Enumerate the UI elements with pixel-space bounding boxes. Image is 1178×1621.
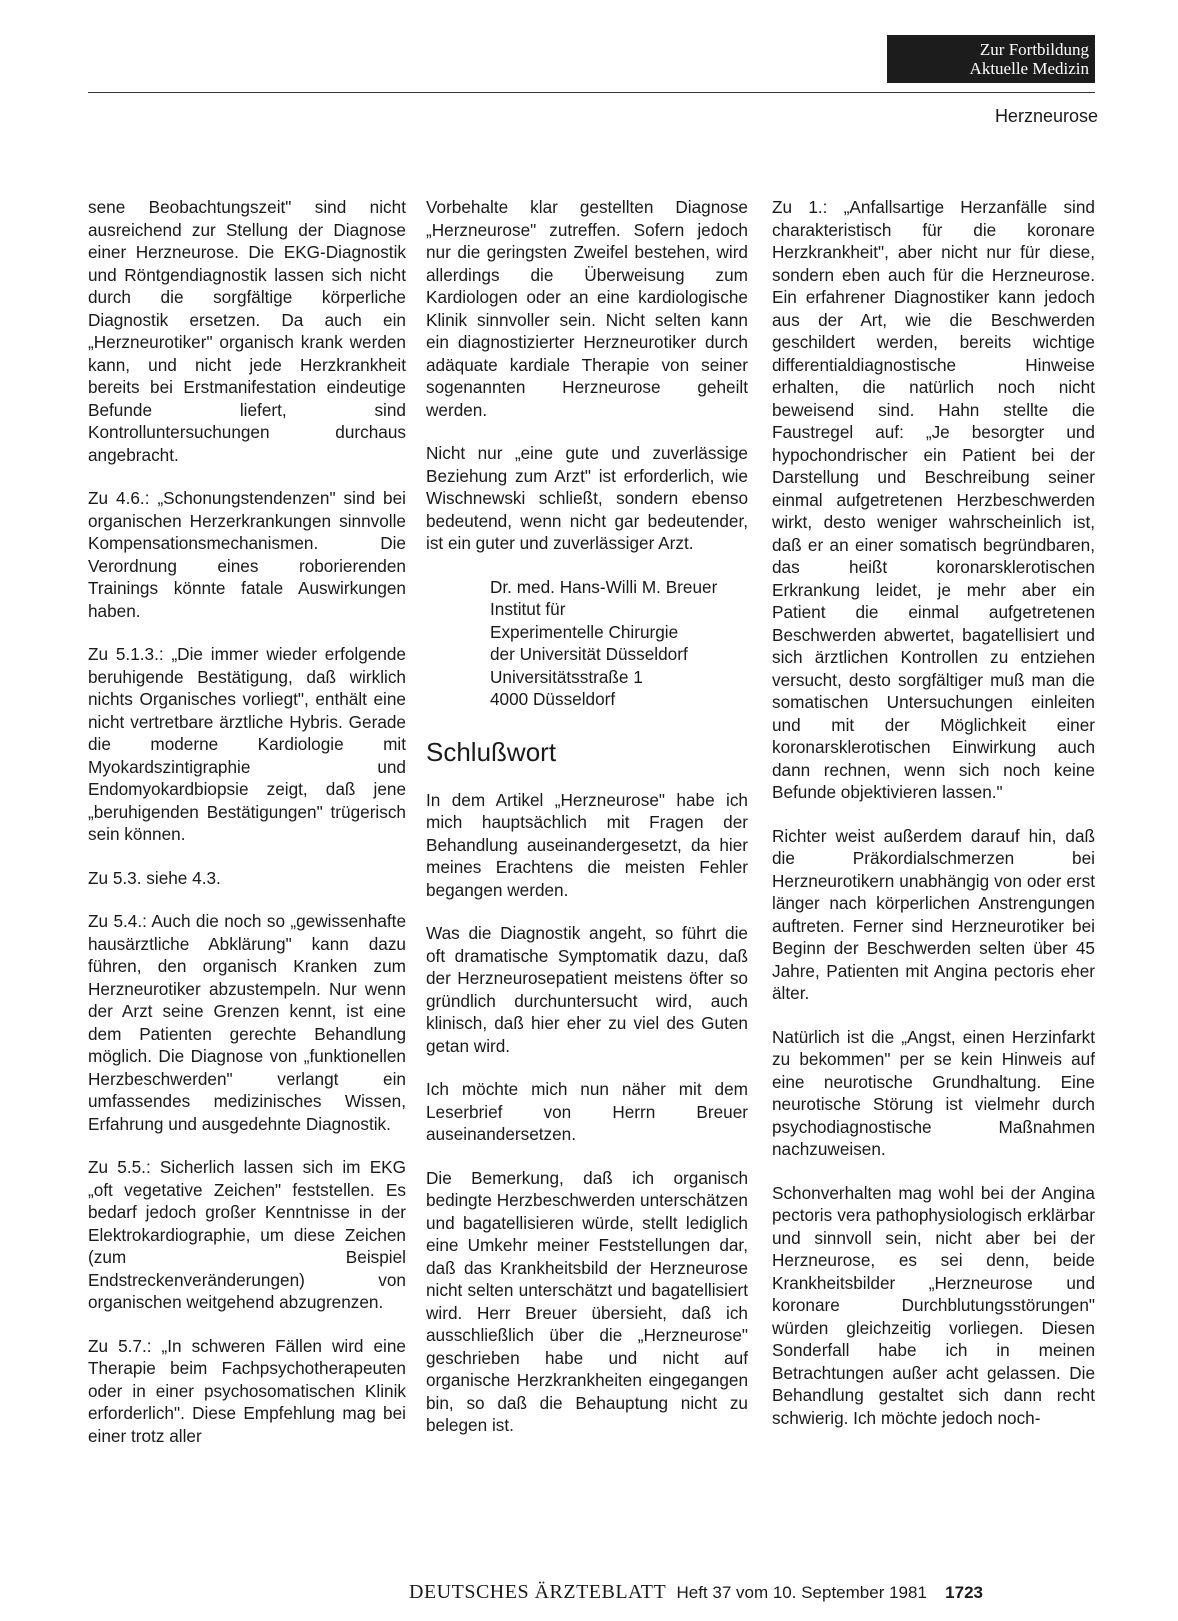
address-line: Experimentelle Chirurgie (490, 621, 679, 642)
page-number: 1723 (945, 1583, 983, 1602)
journal-name: DEUTSCHES ÄRZTEBLATT (409, 1581, 667, 1603)
paragraph: Zu 5.5.: Sicherlich lassen sich im EKG „oft vegetative Zeichen" feststellen. Es bedarf jedoch großer Kenntnisse in der Elektrokardiographie, um diese Zeichen (zum Beispiel Endstreckenveränderungen) von organischen weitgehend abzugrenzen. (88, 1157, 406, 1312)
paragraph: Was die Diagnostik angeht, so führt die oft dramatische Symptomatik dazu, daß der Herzneurosepatient meistens öfter so gründlich durchuntersucht wird, auch klinisch, daß hier eher zu viel des Guten getan wird. (426, 923, 748, 1056)
paragraph: Zu 1.: „Anfallsartige Herzanfälle sind charakteristisch für die koronare Herzkrankheit", aber nicht nur für diese, sondern eben auch für die Herzneurose. Ein erfahrener Diagnostiker kann jedoch aus der Art, wie die Beschwerden geschildert werden, bereits wichtige differentialdiagnostische Hinweise erhalten, die natürlich noch nicht beweisend sind. Hahn stellte die Faustregel auf: „Je besorgter und hypochondrischer ein Patient bei der Darstellung und Beschreibung seiner einmal aufgetretenen Herzbeschwerden wirkt, desto weniger wahrscheinlich ist, daß er an einer somatisch begründbaren, das heißt koronarsklerotischen Erkrankung leidet, je mehr aber ein Patient die einmal aufgetretenen Beschwerden abwertet, bagatellisiert und sich ärztlichen Kontrollen zu entziehen versucht, desto sorgfältiger muß man die somatischen Untersuchungen einleiten und mit der Möglichkeit einer koronarsklerotischen Einwirkung auch dann rechnen, wenn sich noch keine Befunde objektivieren lassen." (772, 197, 1095, 802)
issue-info: Heft 37 vom 10. September 1981 (676, 1583, 927, 1602)
section-label-line1: Zur Fortbildung (979, 40, 1089, 59)
paragraph: Ich möchte mich nun näher mit dem Leserbrief von Herrn Breuer auseinandersetzen. (426, 1079, 748, 1144)
paragraph: Natürlich ist die „Angst, einen Herzinfarkt zu bekommen" per se kein Hinweis auf eine neurotische Grundhaltung. Eine neurotische Störung ist vielmehr durch psychodiagnostische Maßnahmen nachzuweisen. (772, 1026, 1095, 1159)
text-column-3 (772, 196, 1095, 1450)
address-line: der Universität Düsseldorf (490, 644, 688, 664)
paragraph: Zu 5.7.: „In schweren Fällen wird eine Therapie beim Fachpsychotherapeuten oder in einer psychosomatischen Klinik erforderlich". Diese Empfehlung mag bei einer trotz aller (88, 1335, 406, 1446)
running-title: Herzneurose (994, 106, 1098, 126)
paragraph: sene Beobachtungszeit" sind nicht ausreichend zur Stellung der Diagnose einer Herzneurose. Die EKG-Diagnostik und Röntgendiagnostik lassen sich nicht durch die sorgfältige körperliche Diagnostik ersetzen. Da auch ein „Herzneurotiker" organisch krank werden kann, und nicht jede Herzkrankheit bereits bei Erstmanifestation eindeutige Befunde liefert, sind Kontrolluntersuchungen durchaus angebracht. (88, 197, 406, 465)
header-rule (88, 92, 1095, 93)
paragraph: Zu 5.3. siehe 4.3. (88, 867, 221, 888)
address-line: Dr. med. Hans-Willi M. Breuer (490, 576, 718, 597)
address-line: 4000 Düsseldorf (490, 689, 616, 709)
paragraph: Zu 5.1.3.: „Die immer wieder erfolgende beruhigende Bestätigung, daß wirklich nichts Organisches vorliegt", enthält eine nicht vertretbare ärztliche Hybris. Gerade die moderne Kardiologie mit Myokardszintigraphie und Endomyokardbiopsie zeigt, daß jene „beruhigenden Bestätigungen" trügerisch sein können. (88, 644, 406, 844)
section-heading: Schlußwort (426, 736, 557, 767)
paragraph: Schonverhalten mag wohl bei der Angina pectoris vera pathophysiologisch erklärbar und sinnvoll sein, nicht aber bei der Herzneurose, es sei denn, beide Krankheitsbilder „Herzneurose und koronare Durchblutungsstörungen" würden gleichzeitig vorliegen. Diesen Sonderfall habe ich in meinen Betrachtungen außer acht gelassen. Die Behandlung gestaltet sich dann recht schwierig. Ich möchte jedoch noch- (772, 1182, 1095, 1428)
paragraph: Nicht nur „eine gute und zuverlässige Beziehung zum Arzt" ist erforderlich, wie Wischnewski schließt, sondern ebenso bedeutend, wenn nicht gar bedeutender, ist ein guter und zuverlässiger Arzt. (426, 443, 748, 553)
text-column-2 (426, 196, 748, 1458)
address-line: Universitätsstraße 1 (490, 666, 643, 687)
paragraph: In dem Artikel „Herzneurose" habe ich mich hauptsächlich mit Fragen der Behandlung auseinandergesetzt, da hier meines Erachtens die meisten Fehler begangen werden. (426, 789, 748, 900)
page-footer (409, 1581, 983, 1604)
section-label (887, 35, 1095, 83)
author-address (490, 576, 748, 711)
address-line: Institut für (490, 599, 566, 619)
paragraph: Richter weist außerdem darauf hin, daß die Präkordialschmerzen bei Herzneurotikern unabhängig von oder erst länger nach körperlichen Anstrengungen auftreten. Ferner sind Herzneurotiker bei Beginn der Beschwerden selten über 45 Jahre, Patienten mit Angina pectoris eher älter. (772, 825, 1095, 1003)
paragraph: Die Bemerkung, daß ich organisch bedingte Herzbeschwerden unterschätzen und bagatellisieren würde, stellt lediglich eine Umkehr meiner Feststellungen dar, daß das Krankheitsbild der Herzneurose nicht selten unterschätzt und bagatellisiert wird. Herr Breuer übersieht, daß ich ausschließlich über die „Herzneurose" geschrieben habe und nicht auf organische Herzkrankheiten eingegangen bin, so daß die Behauptung nicht zu belegen ist. (426, 1167, 748, 1435)
paragraph: Vorbehalte klar gestellten Diagnose „Herzneurose" zutreffen. Sofern jedoch nur die geringsten Zweifel bestehen, wird allerdings die Überweisung zum Kardiologen oder an eine kardiologische Klinik sinnvoller sein. Nicht selten kann ein diagnostizierter Herzneurotiker durch adäquate kardiale Therapie von seiner sogenannten Herzneurose geheilt werden. (426, 197, 748, 420)
text-column-1 (88, 196, 406, 1468)
paragraph: Zu 4.6.: „Schonungstendenzen" sind bei organischen Herzerkrankungen sinnvolle Kompensationsmechanismen. Die Verordnung eines roborierenden Trainings könnte fatale Auswirkungen haben. (88, 488, 406, 621)
section-label-line2: Aktuelle Medizin (969, 59, 1089, 78)
paragraph: Zu 5.4.: Auch die noch so „gewissenhafte hausärztliche Abklärung" kann dazu führen, den organisch Kranken zum Herzneurotiker abzustempeln. Nur wenn der Arzt seine Grenzen kennt, ist eine dem Patienten gerechte Behandlung möglich. Die Diagnose von „funktionellen Herzbeschwerden" verlangt ein umfassendes medizinisches Wissen, Erfahrung und ausgedehnte Diagnostik. (88, 911, 406, 1134)
